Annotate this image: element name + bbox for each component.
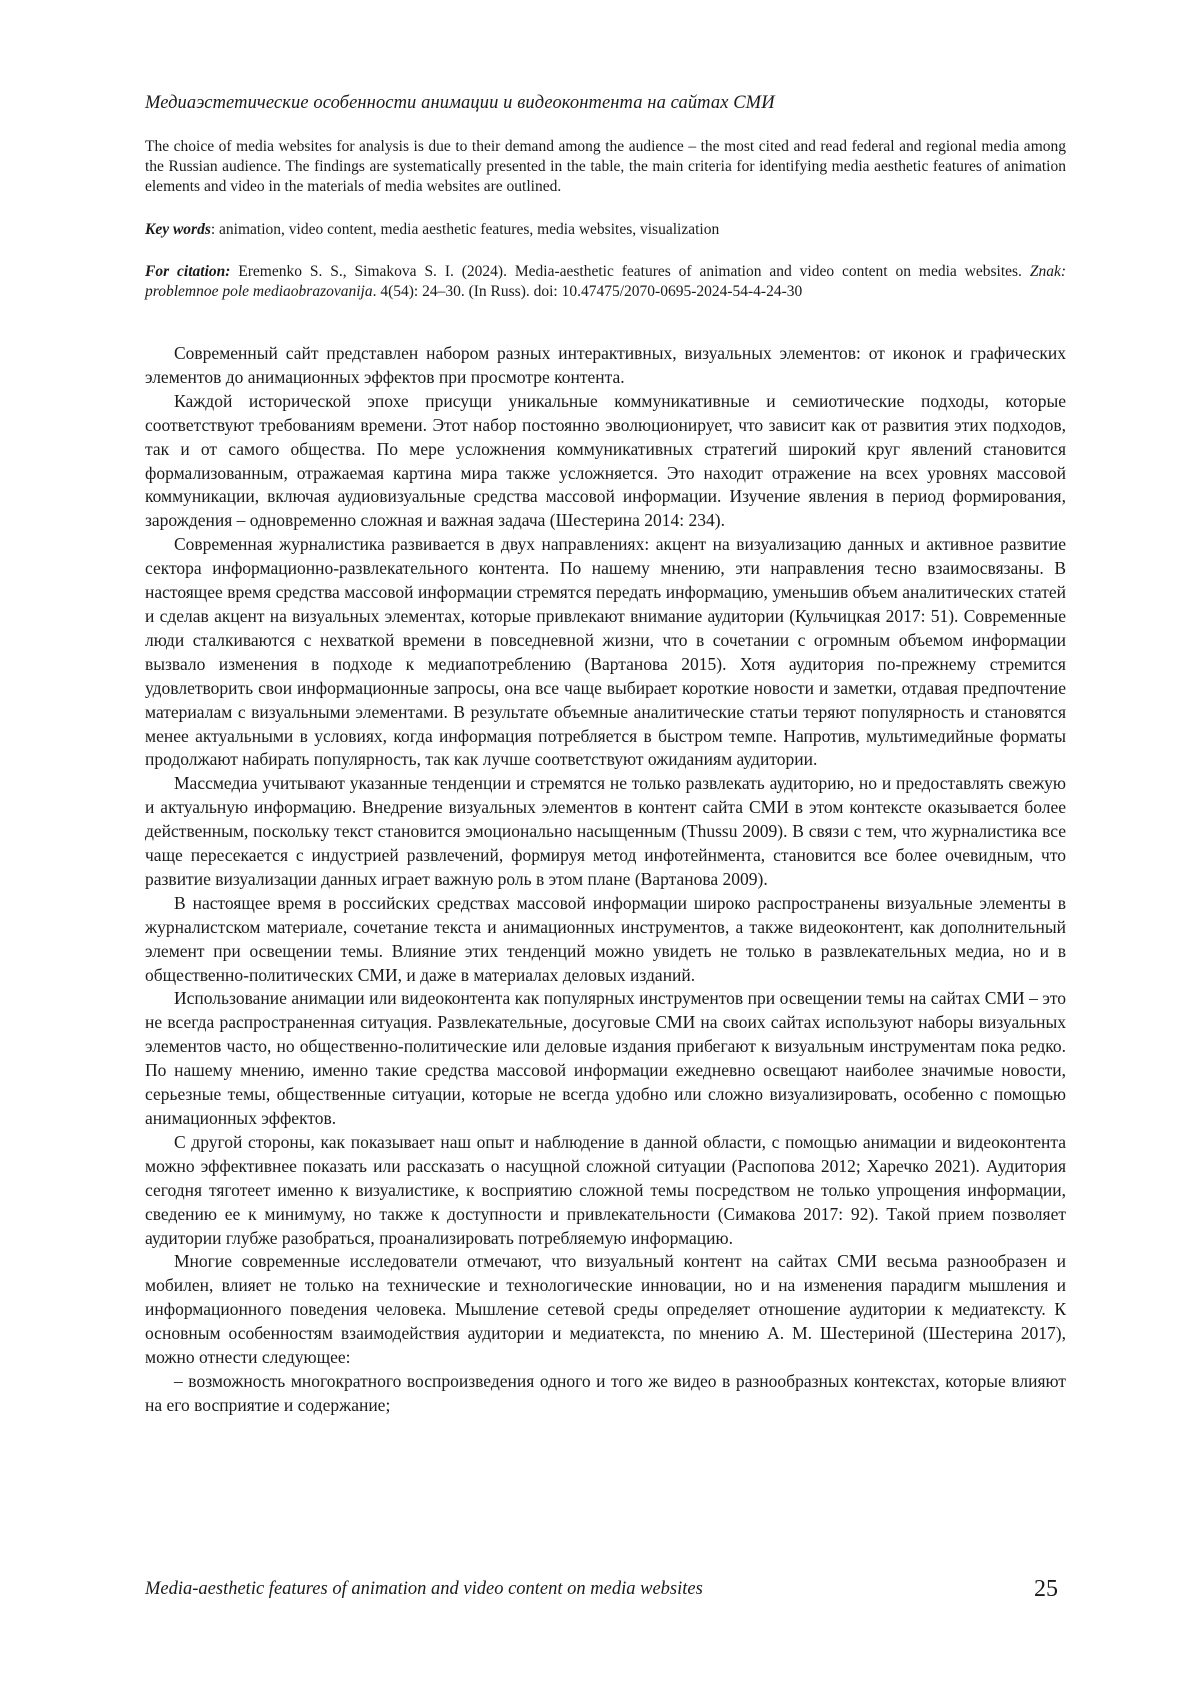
keywords-label: Key words (145, 221, 211, 238)
abstract-text: The choice of media websites for analysis is due to their demand among the audience – the most cited and read federal and regional media among the Russian audience. The findings are systematically presented in the table, the main criteria for identifying media aesthetic features of animation elements and video in the materials of media websites are outlined. (145, 138, 1066, 195)
body-list-item: – возможность многократного воспроизведения одного и того же видео в разнообразных контекстах, которые влияют на его восприятие и содержание; (145, 1370, 1066, 1415)
citation-label: For citation: (145, 263, 231, 280)
citation-journal: Znak: problemnoe pole mediaobrazovanija (145, 263, 1066, 300)
body-paragraph: Современная журналистика развивается в двух направлениях: акцент на визуализацию данных и активное развитие сектора информационно-развлекательного контента. По нашему мнению, эти направления тесно взаимосвязаны. В настоящее время средства массовой информации стремятся передать информацию, уменьшив объем аналитических статей и сделав акцент на визуальных элементах, которые привлекают внимание аудитории (Кульчицкая 2017: 51). Современные люди сталкиваются с нехваткой времени в повседневной жизни, что в сочетании с огромным объемом информации вызвало изменения в подходе к медиапотреблению (Вартанова 2015). Хотя аудитория по-прежнему стремится удовлетворить свои информационные запросы, она все чаще выбирает короткие новости и заметки, отдавая предпочтение материалам с визуальными элементами. В результате объемные аналитические статьи теряют популярность и становятся менее актуальными в условиях, когда информация потребляется в быстром темпе. Напротив, мультимедийные форматы продолжают набирать популярность, так как лучше соответствуют ожиданиям аудитории. (145, 534, 1066, 770)
footer-english-title: Media-aesthetic features of animation and video content on media websites (145, 1579, 703, 1599)
body-paragraph: Современный сайт представлен набором разных интерактивных, визуальных элементов: от иконок и графических элементов до анимационных эффектов при просмотре контента. (145, 343, 1066, 387)
body-paragraph: Массмедиа учитывают указанные тенденции и стремятся не только развлекать аудиторию, но и предоставлять свежую и актуальную информацию. Внедрение визуальных элементов в контент сайта СМИ в этом контексте оказывается более действенным, поскольку текст становится эмоционально насыщенным (Thussu 2009). В связи с тем, что журналистика все чаще пересекается с индустрией развлечений, формируя метод инфотейнмента, становится все более очевидным, что развитие визуализации данных играет важную роль в этом плане (Вартанова 2009). (145, 773, 1066, 889)
citation-text: Eremenko S. S., Simakova S. I. (2024). Media-aesthetic features of animation and video content on media websites. (230, 263, 1030, 280)
body-paragraph: С другой стороны, как показывает наш опыт и наблюдение в данной области, с помощью анимации и видеоконтента можно эффективнее показать или рассказать о насущной сложной ситуации (Распопова 2012; Харечко 2021). Аудитория сегодня тяготеет именно к визуалистике, к восприятию сложной темы посредством не только упрощения информации, сведению ее к минимуму, но также к доступности и привлекательности (Симакова 2017: 92). Такой прием позволяет аудитории глубже разобраться, проанализировать потребляемую информацию. (145, 1131, 1066, 1248)
body-paragraph: Каждой исторической эпохе присущи уникальные коммуникативные и семиотические подходы, которые соответствуют требованиям времени. Этот набор постоянно эволюционирует, что зависит как от развития этих подходов, так и от самого общества. По мере усложнения коммуникативных стратегий широкий круг явлений становится формализованным, отражаемая картина мира также усложняется. Это находит отражение на всех уровнях массовой коммуникации, включая аудиовизуальные средства массовой информации. Изучение явления в период формирования, зарождения – одновременно сложная и важная задача (Шестерина 2014: 234). (145, 390, 1066, 531)
article-body (145, 342, 1066, 1418)
page-number: 25 (1034, 1576, 1058, 1602)
citation (145, 262, 1066, 302)
keywords-text: : animation, video content, media aesthetic features, media websites, visualization (210, 221, 720, 238)
body-paragraph: В настоящее время в российских средствах массовой информации широко распространены визуальные элементы в журналистском материале, сочетание текста и анимационных инструментов, а также видеоконтент, как дополнительный элемент при освещении темы. Влияние этих тенденций можно увидеть не только в развлекательных медиа, но и в общественно-политических СМИ, и даже в материалах деловых изданий. (145, 892, 1066, 985)
citation-details: . 4(54): 24–30. (In Russ). doi: 10.47475/2070-0695-2024-54-4-24-30 (372, 283, 803, 300)
body-paragraph: Использование анимации или видеоконтента как популярных инструментов при освещении темы на сайтах СМИ – это не всегда распространенная ситуация. Развлекательные, досуговые СМИ на своих сайтах используют наборы визуальных элементов часто, но общественно-политические или деловые издания прибегают к визуальным инструментам пока редко. По нашему мнению, именно такие средства массовой информации ежедневно освещают наиболее значимые новости, серьезные темы, общественные ситуации, которые не всегда удобно или сложно визуализировать, особенно с помощью анимационных эффектов. (145, 988, 1066, 1128)
keywords (145, 220, 1066, 240)
body-paragraph: Многие современные исследователи отмечают, что визуальный контент на сайтах СМИ весьма разнообразен и мобилен, влияет не только на технические и технологические инновации, но и на изменения парадигм мышления и информационного поведения человека. Мышление сетевой среды определяет отношение аудитории к медиатексту. К основным особенностям взаимодействия аудитории и медиатекста, по мнению А. М. Шестериной (Шестерина 2017), можно отнести следующее: (145, 1251, 1066, 1368)
running-title: Медиаэстетические особенности анимации и видеоконтента на сайтах СМИ (145, 93, 775, 113)
